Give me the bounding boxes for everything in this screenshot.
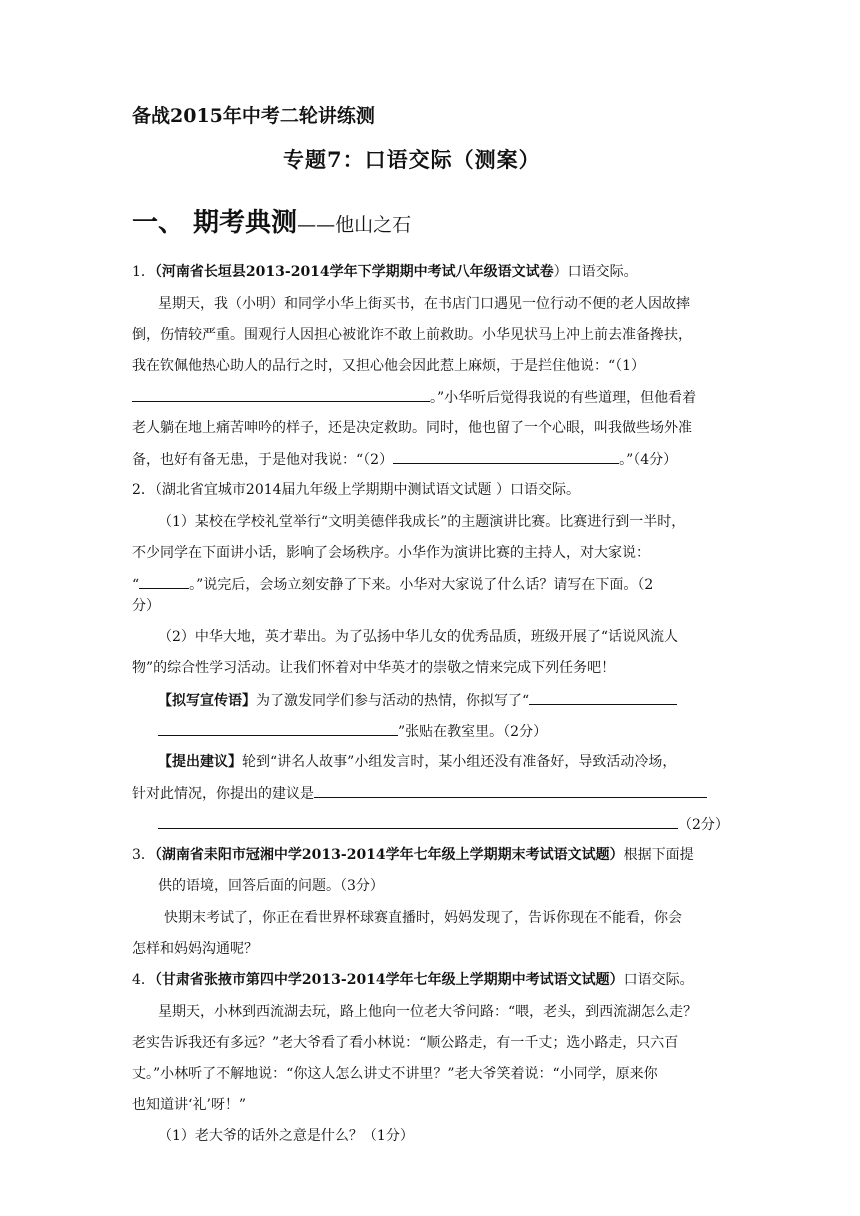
paragraph-line: 老实告诉我还有多远？”老大爷看了看小林说：“顺公路走，有一千丈；选小路走，只六百 (132, 1035, 679, 1051)
paragraph-line (132, 574, 653, 595)
paragraph-line: 分） (132, 598, 160, 614)
task-line (158, 814, 729, 835)
paragraph-line: 我在钦佩他热心助人的品行之时，又担心他会因此惹上麻烦，于是拦住他说：“（1） (132, 358, 646, 374)
task-label: 【提出建议】 (158, 754, 242, 770)
paragraph-line: （1）某校在学校礼堂举行“文明美德伴我成长”的主题演讲比赛。比赛进行到一半时， (158, 514, 686, 530)
section-heading (132, 208, 411, 240)
question-instruction: 口语交际。 (623, 972, 694, 988)
paragraph-line (132, 387, 696, 408)
question-2-header (132, 480, 580, 500)
paragraph-line: 也知道讲‘礼’呀！” (132, 1097, 247, 1113)
section-title: 一、 期考典测 (132, 208, 298, 238)
question-source: （甘肃省张掖市第四中学2013-2014学年七年级上学期期中考试语文试题） (154, 972, 624, 988)
question-number: 3． (132, 847, 155, 863)
paragraph-text: “ (132, 577, 140, 593)
paragraph-line: 星期天，小林到西流湖去玩，路上他向一位老大爷问路：“喂，老头，到西流湖怎么走？ (158, 1004, 698, 1020)
answer-blank[interactable] (139, 574, 189, 589)
question-source: （湖北省宜城市2014届九年级上学期期中测试语文试题 ）口语交际。 (154, 482, 580, 498)
task-line (158, 690, 677, 711)
task-text: ”张贴在教室里。（2分） (398, 724, 548, 740)
question-source: 河南省长垣县2013-2014学年下学期期中考试八年级语文试卷 (161, 264, 554, 280)
question-source-open: （ (154, 264, 162, 280)
paragraph-line: 供的语境，回答后面的问题。（3分） (158, 878, 384, 894)
paragraph-text: 。”小华听后觉得我说的有些道理，但他看着 (430, 390, 697, 406)
question-1-header (132, 262, 638, 282)
question-3-header (132, 845, 694, 865)
question-4-header (132, 970, 694, 990)
paragraph-line: 星期天，我（小明）和同学小华上街买书，在书店门口遇见一位行动不便的老人因故摔 (158, 296, 690, 312)
paragraph-text: 。”（4分） (619, 452, 678, 468)
paragraph-line: 快期末考试了，你正在看世界杯球赛直播时，妈妈发现了，告诉你现在不能看，你会 (164, 910, 682, 926)
answer-blank[interactable] (314, 783, 707, 798)
paragraph-line: 倒，伤情较严重。围观行人因担心被讹诈不敢上前救助。小华见状马上冲上前去准备搀扶， (132, 327, 692, 343)
task-line (132, 783, 707, 804)
sub-question: （1）老大爷的话外之意是什么？（1分） (158, 1128, 414, 1144)
task-label: 【拟写宣传语】 (158, 693, 256, 709)
paragraph-line: （2）中华大地，英才辈出。为了弘扬中华儿女的优秀品质，班级开展了“话说风流人 (158, 629, 679, 645)
task-text: 针对此情况，你提出的建议是 (132, 786, 314, 802)
task-line (158, 721, 547, 742)
question-instruction: 根据下面提 (623, 847, 694, 863)
question-instruction: ）口语交际。 (553, 264, 638, 280)
paragraph-line: 老人躺在地上痛苦呻吟的样子，还是决定救助。同时，他也留了一个心眼，叫我做些场外准 (132, 420, 692, 436)
paragraph-line: 不少同学在下面讲小话，影响了会场秩序。小华作为演讲比赛的主持人，对大家说： (132, 545, 650, 561)
paragraph-line: 怎样和妈妈沟通呢？ (132, 941, 258, 957)
paragraph-line: 丈。”小林听了不解地说：“你这人怎么讲丈不讲里？”老大爷笑着说：“小同学，原来你 (132, 1066, 658, 1082)
score-text: （2分） (678, 817, 729, 833)
document-title: 备战2015年中考二轮讲练测 (132, 105, 375, 127)
paragraph-line: 物”的综合性学习活动。让我们怀着对中华英才的崇敬之情来完成下列任务吧！ (132, 660, 616, 676)
question-number: 2． (132, 482, 155, 498)
paragraph-text: 备，也好有备无患，于是他对我说：“（2） (132, 452, 394, 468)
answer-blank[interactable] (158, 721, 398, 736)
paragraph-text: 。”说完后，会场立刻安静了下来。小华对大家说了什么话？请写在下面。（2 (189, 577, 654, 593)
task-text: 轮到“讲名人故事”小组发言时，某小组还没有准备好，导致活动冷场， (242, 754, 677, 770)
section-subtitle: ——他山之石 (297, 214, 412, 236)
answer-blank[interactable] (132, 387, 430, 402)
task-text: 为了激发同学们参与活动的热情，你拟写了“ (256, 693, 530, 709)
question-source: （湖南省耒阳市冠湘中学2013-2014学年七年级上学期期末考试语文试题） (154, 847, 624, 863)
answer-blank[interactable] (529, 690, 677, 705)
answer-blank[interactable] (158, 814, 678, 829)
question-number: 4． (132, 972, 155, 988)
question-number: 1． (132, 264, 155, 280)
document-subtitle: 专题7：口语交际（测案） (283, 147, 541, 172)
answer-blank[interactable] (393, 449, 619, 464)
paragraph-line (132, 449, 677, 470)
task-line (158, 752, 676, 772)
